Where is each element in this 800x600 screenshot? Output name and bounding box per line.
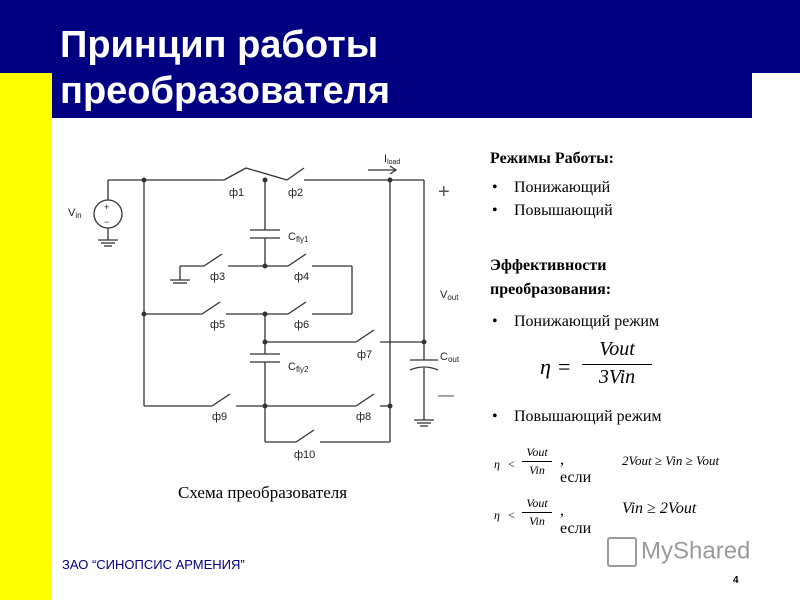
efficiency-heading-2: преобразования: (490, 281, 612, 298)
phi10-label: ф10 (294, 449, 316, 461)
slide-title (60, 22, 390, 114)
vin-minus: − (104, 217, 110, 227)
iload-label: I (384, 153, 388, 165)
phi8-label: ф8 (356, 411, 372, 423)
phi5-label: ф5 (210, 319, 226, 331)
page-number: 4 (733, 575, 739, 586)
svg-text:Vout (440, 289, 459, 302)
myshared-watermark (607, 537, 750, 567)
formula1-fraction-bar (582, 364, 652, 365)
phi1-label: ф1 (229, 187, 245, 199)
frac-bar (522, 512, 552, 513)
vout-plus: + (438, 181, 450, 203)
if-word: , если (560, 451, 592, 486)
svg-text:Cfly2 (288, 361, 309, 374)
mode-item-1: • Понижающий (514, 179, 610, 197)
company-name: ЗАО “СИНОПСИС АРМЕНИЯ” (62, 557, 245, 572)
title-line-2: преобразователя (60, 70, 390, 112)
eta-symbol: η (494, 457, 500, 471)
efficiency-heading-1: Эффективности (490, 257, 607, 274)
presentation-icon (607, 537, 637, 567)
svg-text:Vin (68, 207, 82, 220)
eta-symbol: η (540, 354, 551, 379)
mode-item-2: • Повышающий (514, 202, 613, 220)
less-than-sign: < (508, 457, 515, 471)
condition-2: Vin ≥ 2Vout (622, 500, 697, 517)
step-down-mode: • Понижающий режим (514, 313, 659, 331)
frac-denominator: Vin (529, 463, 545, 477)
svg-text:Cfly1 (288, 231, 309, 244)
vout-label: V (440, 289, 448, 301)
svg-text:Iload (384, 153, 400, 166)
vin-label: V (68, 207, 76, 219)
cout-label: C (440, 351, 448, 363)
phi2-label: ф2 (288, 187, 304, 199)
left-accent-bar (0, 73, 52, 600)
watermark-text: MyShared (641, 537, 751, 565)
modes-heading: Режимы Работы: (490, 150, 614, 167)
svg-text:Cout (440, 351, 460, 364)
phi3-label: ф3 (210, 271, 226, 283)
eta-symbol: η (494, 508, 500, 522)
converter-circuit-diagram (60, 140, 480, 480)
vin-plus: + (104, 202, 110, 212)
formula1-denominator: 3Vin (598, 366, 636, 388)
phi6-label: ф6 (294, 319, 310, 331)
frac-bar (522, 461, 552, 462)
cfly1-sub: fly1 (295, 235, 309, 244)
vout-minus: — (438, 387, 454, 404)
phi4-label: ф4 (294, 271, 310, 283)
formula1-numerator: Vout (599, 338, 635, 360)
iload-sub: load (387, 159, 401, 166)
cfly2-sub: fly2 (295, 365, 309, 374)
less-than-sign: < (508, 508, 515, 522)
frac-numerator: Vout (526, 445, 548, 459)
equals-sign: = (558, 354, 571, 379)
phi9-label: ф9 (212, 411, 228, 423)
cfly1-label: C (288, 231, 296, 243)
diagram-caption: Схема преобразователя (178, 483, 348, 502)
if-word: , если (560, 502, 592, 537)
condition-1: 2Vout ≥ Vin ≥ Vout (622, 453, 720, 468)
frac-numerator: Vout (526, 496, 548, 510)
frac-denominator: Vin (529, 514, 545, 528)
vout-sub: out (447, 293, 459, 302)
step-up-mode: • Повышающий режим (514, 408, 662, 426)
title-line-1: Принцип работы (60, 24, 379, 66)
cout-sub: out (447, 355, 460, 364)
vin-sub: in (75, 211, 82, 220)
phi7-label: ф7 (357, 349, 373, 361)
cfly2-label: C (288, 361, 296, 373)
